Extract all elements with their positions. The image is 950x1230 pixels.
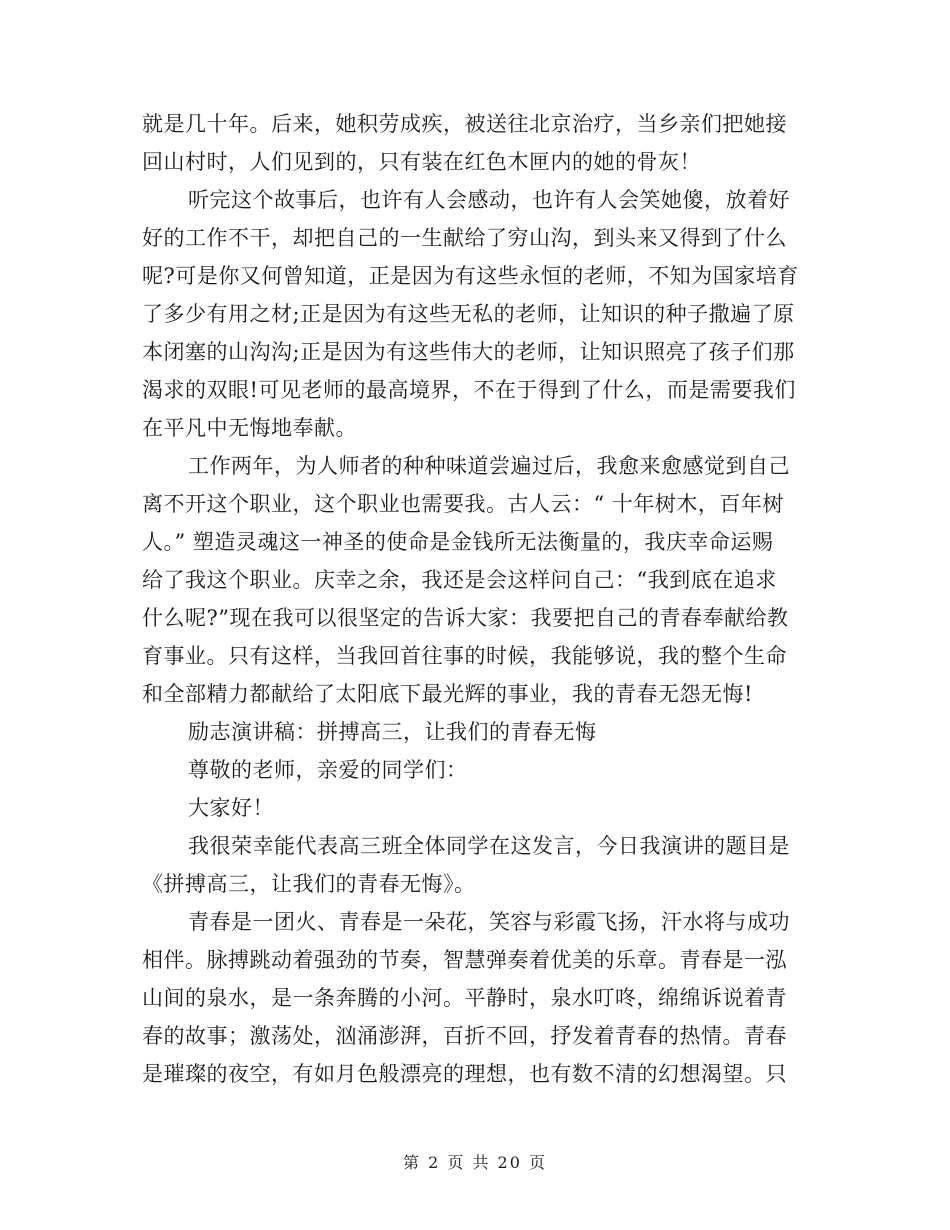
text-line: 是璀璨的夜空，有如月色般漂亮的理想，也有数不清的幻想渴望。只 [142,1062,787,1086]
text-line: 就是几十年。后来，她积劳成疾，被送往北京治疗，当乡亲们把她接 [142,112,787,136]
text-line: 山间的泉水，是一条奔腾的小河。平静时，泉水叮咚，绵绵诉说着青 [142,986,787,1010]
text-line: 本闭塞的山沟沟;正是因为有这些伟大的老师，让知识照亮了孩子们那 [142,340,795,364]
text-line: 呢?可是你又何曾知道，正是因为有这些永恒的老师，不知为国家培育 [142,264,799,288]
text-line: 工作两年，为人师者的种种味道尝遍过后，我愈来愈感觉到自己 [188,454,790,478]
text-line: 离不开这个职业，这个职业也需要我。古人云：“ 十年树木，百年树 [142,492,784,516]
text-line: 好的工作不干，却把自己的一生献给了穷山沟，到头来又得到了什么 [142,226,787,250]
document-body [142,105,802,1093]
text-line: 了多少有用之材;正是因为有这些无私的老师，让知识的种子撒遍了原 [142,302,795,326]
text-line: 什么呢?”现在我可以很坚定的告诉大家：我要把自己的青春奉献给教 [142,606,789,630]
text-line: 相伴。脉搏跳动着强劲的节奏，智慧弹奏着优美的乐章。青春是一泓 [142,948,787,972]
text-line: 春的故事；激荡处，汹涌澎湃，百折不回，抒发着青春的热情。青春 [142,1024,787,1048]
text-line: 渴求的双眼!可见老师的最高境界，不在于得到了什么，而是需要我们 [142,378,796,402]
text-line: 听完这个故事后，也许有人会感动，也许有人会笑她傻，放着好 [188,188,790,212]
text-line: 回山村时，人们见到的，只有装在红色木匣内的她的骨灰！ [142,150,701,174]
text-line: 尊敬的老师，亲爱的同学们： [188,758,468,782]
text-line: 和全部精力都献给了太阳底下最光辉的事业，我的青春无怨无悔! [142,682,753,706]
text-line: 励志演讲稿：拼搏高三，让我们的青春无悔 [188,720,597,744]
text-line: 大家好！ [188,796,274,820]
text-line: 育事业。只有这样，当我回首往事的时候，我能够说，我的整个生命 [142,644,787,668]
text-line: 人。” 塑造灵魂这一神圣的使命是金钱所无法衡量的，我庆幸命运赐 [142,530,774,554]
page-footer [0,1150,950,1173]
page-number-label: 第 2 页 共 20 页 [403,1153,547,1172]
text-line: 青春是一团火、青春是一朵花，笑容与彩霞飞扬，汗水将与成功 [188,910,790,934]
text-line: 我很荣幸能代表高三班全体同学在这发言，今日我演讲的题目是 [188,834,790,858]
text-line: 给了我这个职业。庆幸之余，我还是会这样问自己：“我到底在追求 [142,568,777,592]
text-line: 《拼搏高三，让我们的青春无悔》。 [142,872,476,896]
text-line: 在平凡中无悔地奉献。 [142,416,357,440]
